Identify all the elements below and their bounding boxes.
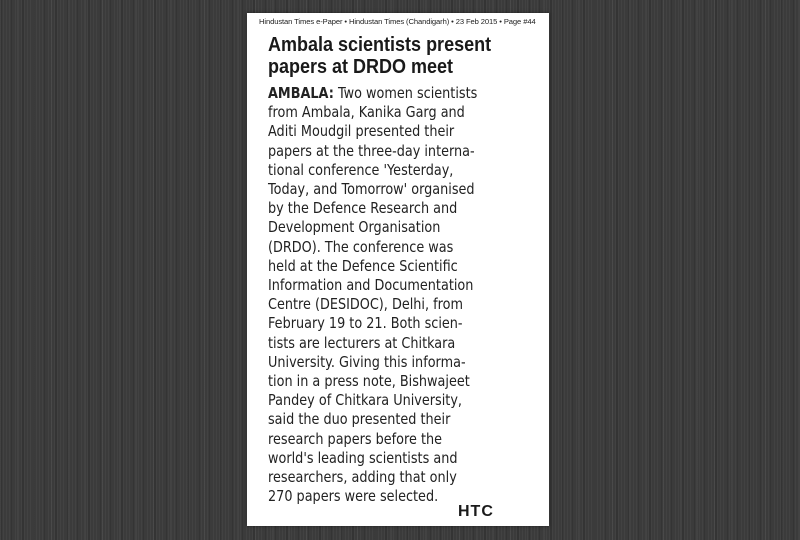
body-line: by the Defence Research and xyxy=(268,199,458,218)
article-body xyxy=(268,84,525,506)
body-line: February 19 to 21. Both scien- xyxy=(268,314,463,333)
body-line: Today, and Tomorrow' organised xyxy=(268,180,475,199)
body-line-text: Two women scientists xyxy=(333,84,478,102)
body-line xyxy=(268,84,525,103)
body-line: Development Organisation xyxy=(268,218,441,237)
headline-line: Ambala scientists present xyxy=(268,34,492,56)
newspaper-clipping xyxy=(247,13,549,526)
dateline: AMBALA: xyxy=(268,84,334,102)
body-line: Information and Documentation xyxy=(268,276,474,295)
body-line: tists are lecturers at Chitkara xyxy=(268,333,456,352)
body-line: papers at the three-day interna- xyxy=(268,141,475,160)
body-line: research papers before the xyxy=(268,429,443,448)
body-line: said the duo presented their xyxy=(268,410,451,429)
headline-line: papers at DRDO meet xyxy=(268,56,454,78)
body-line: held at the Defence Scientific xyxy=(268,256,458,275)
body-line: Aditi Moudgil presented their xyxy=(268,122,455,141)
body-line: world's leading scientists and xyxy=(268,448,458,467)
body-line: Centre (DESIDOC), Delhi, from xyxy=(268,295,463,314)
body-line: 270 papers were selected. xyxy=(268,487,439,506)
body-line: University. Giving this informa- xyxy=(268,352,466,371)
body-line: researchers, adding that only xyxy=(268,468,457,487)
body-line: (DRDO). The conference was xyxy=(268,237,454,256)
body-line: tion in a press note, Bishwajeet xyxy=(268,372,470,391)
body-line: tional conference 'Yesterday, xyxy=(268,160,454,179)
signoff: HTC xyxy=(458,503,494,520)
body-line: from Ambala, Kanika Garg and xyxy=(268,103,465,122)
body-line: Pandey of Chitkara University, xyxy=(268,391,463,410)
headline xyxy=(268,34,520,78)
source-line: Hindustan Times e-Paper • Hindustan Times (Chandigarh) • 23 Feb 2015 • Page #44 xyxy=(259,17,536,26)
